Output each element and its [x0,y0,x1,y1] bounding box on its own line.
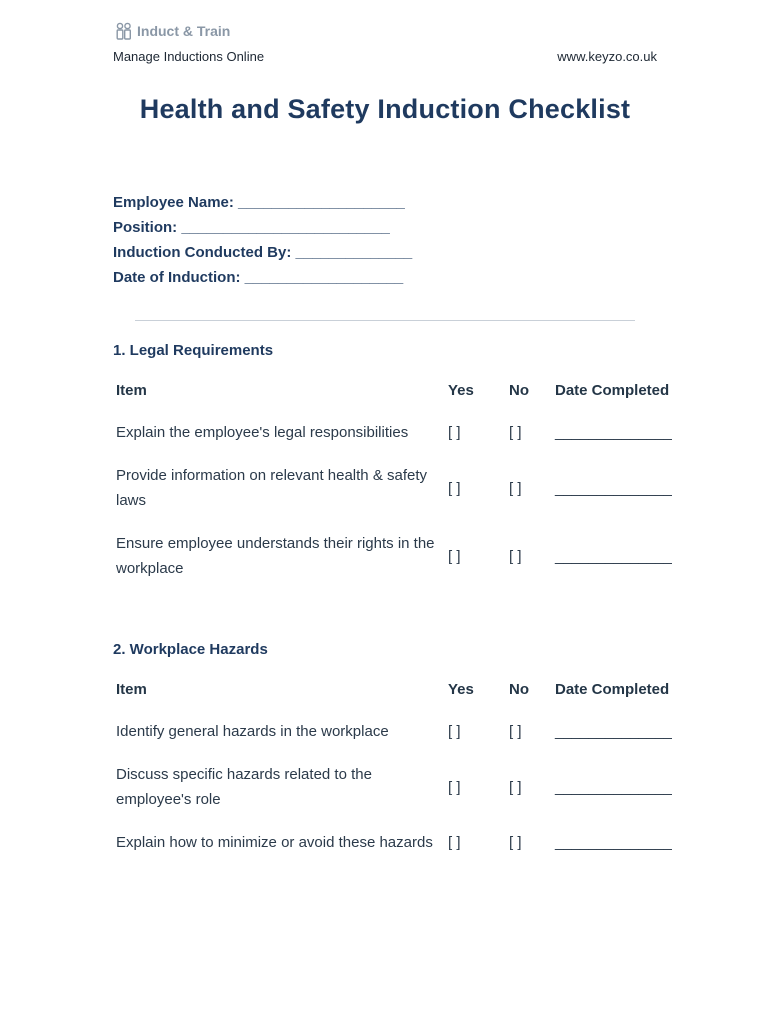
page-title: Health and Safety Induction Checklist [139,94,631,124]
table-row [113,719,688,744]
header-item: Item [116,381,147,399]
yes-checkbox[interactable]: [ ] [448,479,461,497]
no-checkbox[interactable]: [ ] [509,547,522,565]
no-checkbox[interactable]: [ ] [509,778,522,796]
no-checkbox[interactable]: [ ] [509,479,522,497]
table-header [113,378,688,402]
date-of-induction-field[interactable]: Date of Induction: ___________________ [113,269,404,286]
section-legal-requirements [113,342,688,599]
divider [135,320,635,321]
table-row [113,830,688,855]
employee-name-field[interactable]: Employee Name: ____________________ [113,194,405,211]
header-yes: Yes [448,680,474,698]
row-item: Ensure employee understands their rights in the workplace [116,535,435,577]
header-date-completed: Date Completed [555,381,670,399]
position-field[interactable]: Position: _________________________ [113,219,390,236]
header-date-completed: Date Completed [555,680,670,698]
row-item: Explain how to minimize or avoid these hazards [116,834,433,851]
yes-checkbox[interactable]: [ ] [448,424,461,441]
table-row [113,420,688,445]
brand-logo [115,22,230,40]
yes-checkbox[interactable]: [ ] [448,778,461,796]
no-checkbox[interactable]: [ ] [509,424,522,441]
section-workplace-hazards [113,641,688,873]
header-yes: Yes [448,381,474,399]
yes-checkbox[interactable]: [ ] [448,723,461,740]
row-item: Explain the employee's legal responsibilities [116,424,409,441]
no-checkbox[interactable]: [ ] [509,723,522,740]
date-completed-field[interactable]: ______________ [555,547,672,565]
section-heading: 1. Legal Requirements [113,342,274,359]
brand-name: Induct & Train [137,23,231,39]
date-completed-field[interactable]: ______________ [555,723,672,740]
table-row [113,463,688,513]
employee-details [113,190,412,290]
tagline: Manage Inductions Online [113,49,265,64]
date-completed-field[interactable]: ______________ [555,834,672,851]
table-header [113,677,688,701]
date-completed-field[interactable]: ______________ [555,479,672,497]
induction-conducted-by-field[interactable]: Induction Conducted By: ______________ [113,244,413,261]
date-completed-field[interactable]: ______________ [555,424,672,441]
yes-checkbox[interactable]: [ ] [448,547,461,565]
no-checkbox[interactable]: [ ] [509,834,522,851]
website-link[interactable]: www.keyzo.co.uk [557,49,657,64]
row-item: Provide information on relevant health & safety laws [116,467,428,509]
table-row [113,762,688,812]
row-item: Discuss specific hazards related to the employee's role [116,766,372,808]
section-heading: 2. Workplace Hazards [113,641,268,658]
people-icon [115,22,133,40]
header-no: No [509,381,529,399]
row-item: Identify general hazards in the workplace [116,723,389,740]
header-no: No [509,680,529,698]
yes-checkbox[interactable]: [ ] [448,834,461,851]
date-completed-field[interactable]: ______________ [555,778,672,796]
table-row [113,531,688,581]
header-item: Item [116,680,147,698]
